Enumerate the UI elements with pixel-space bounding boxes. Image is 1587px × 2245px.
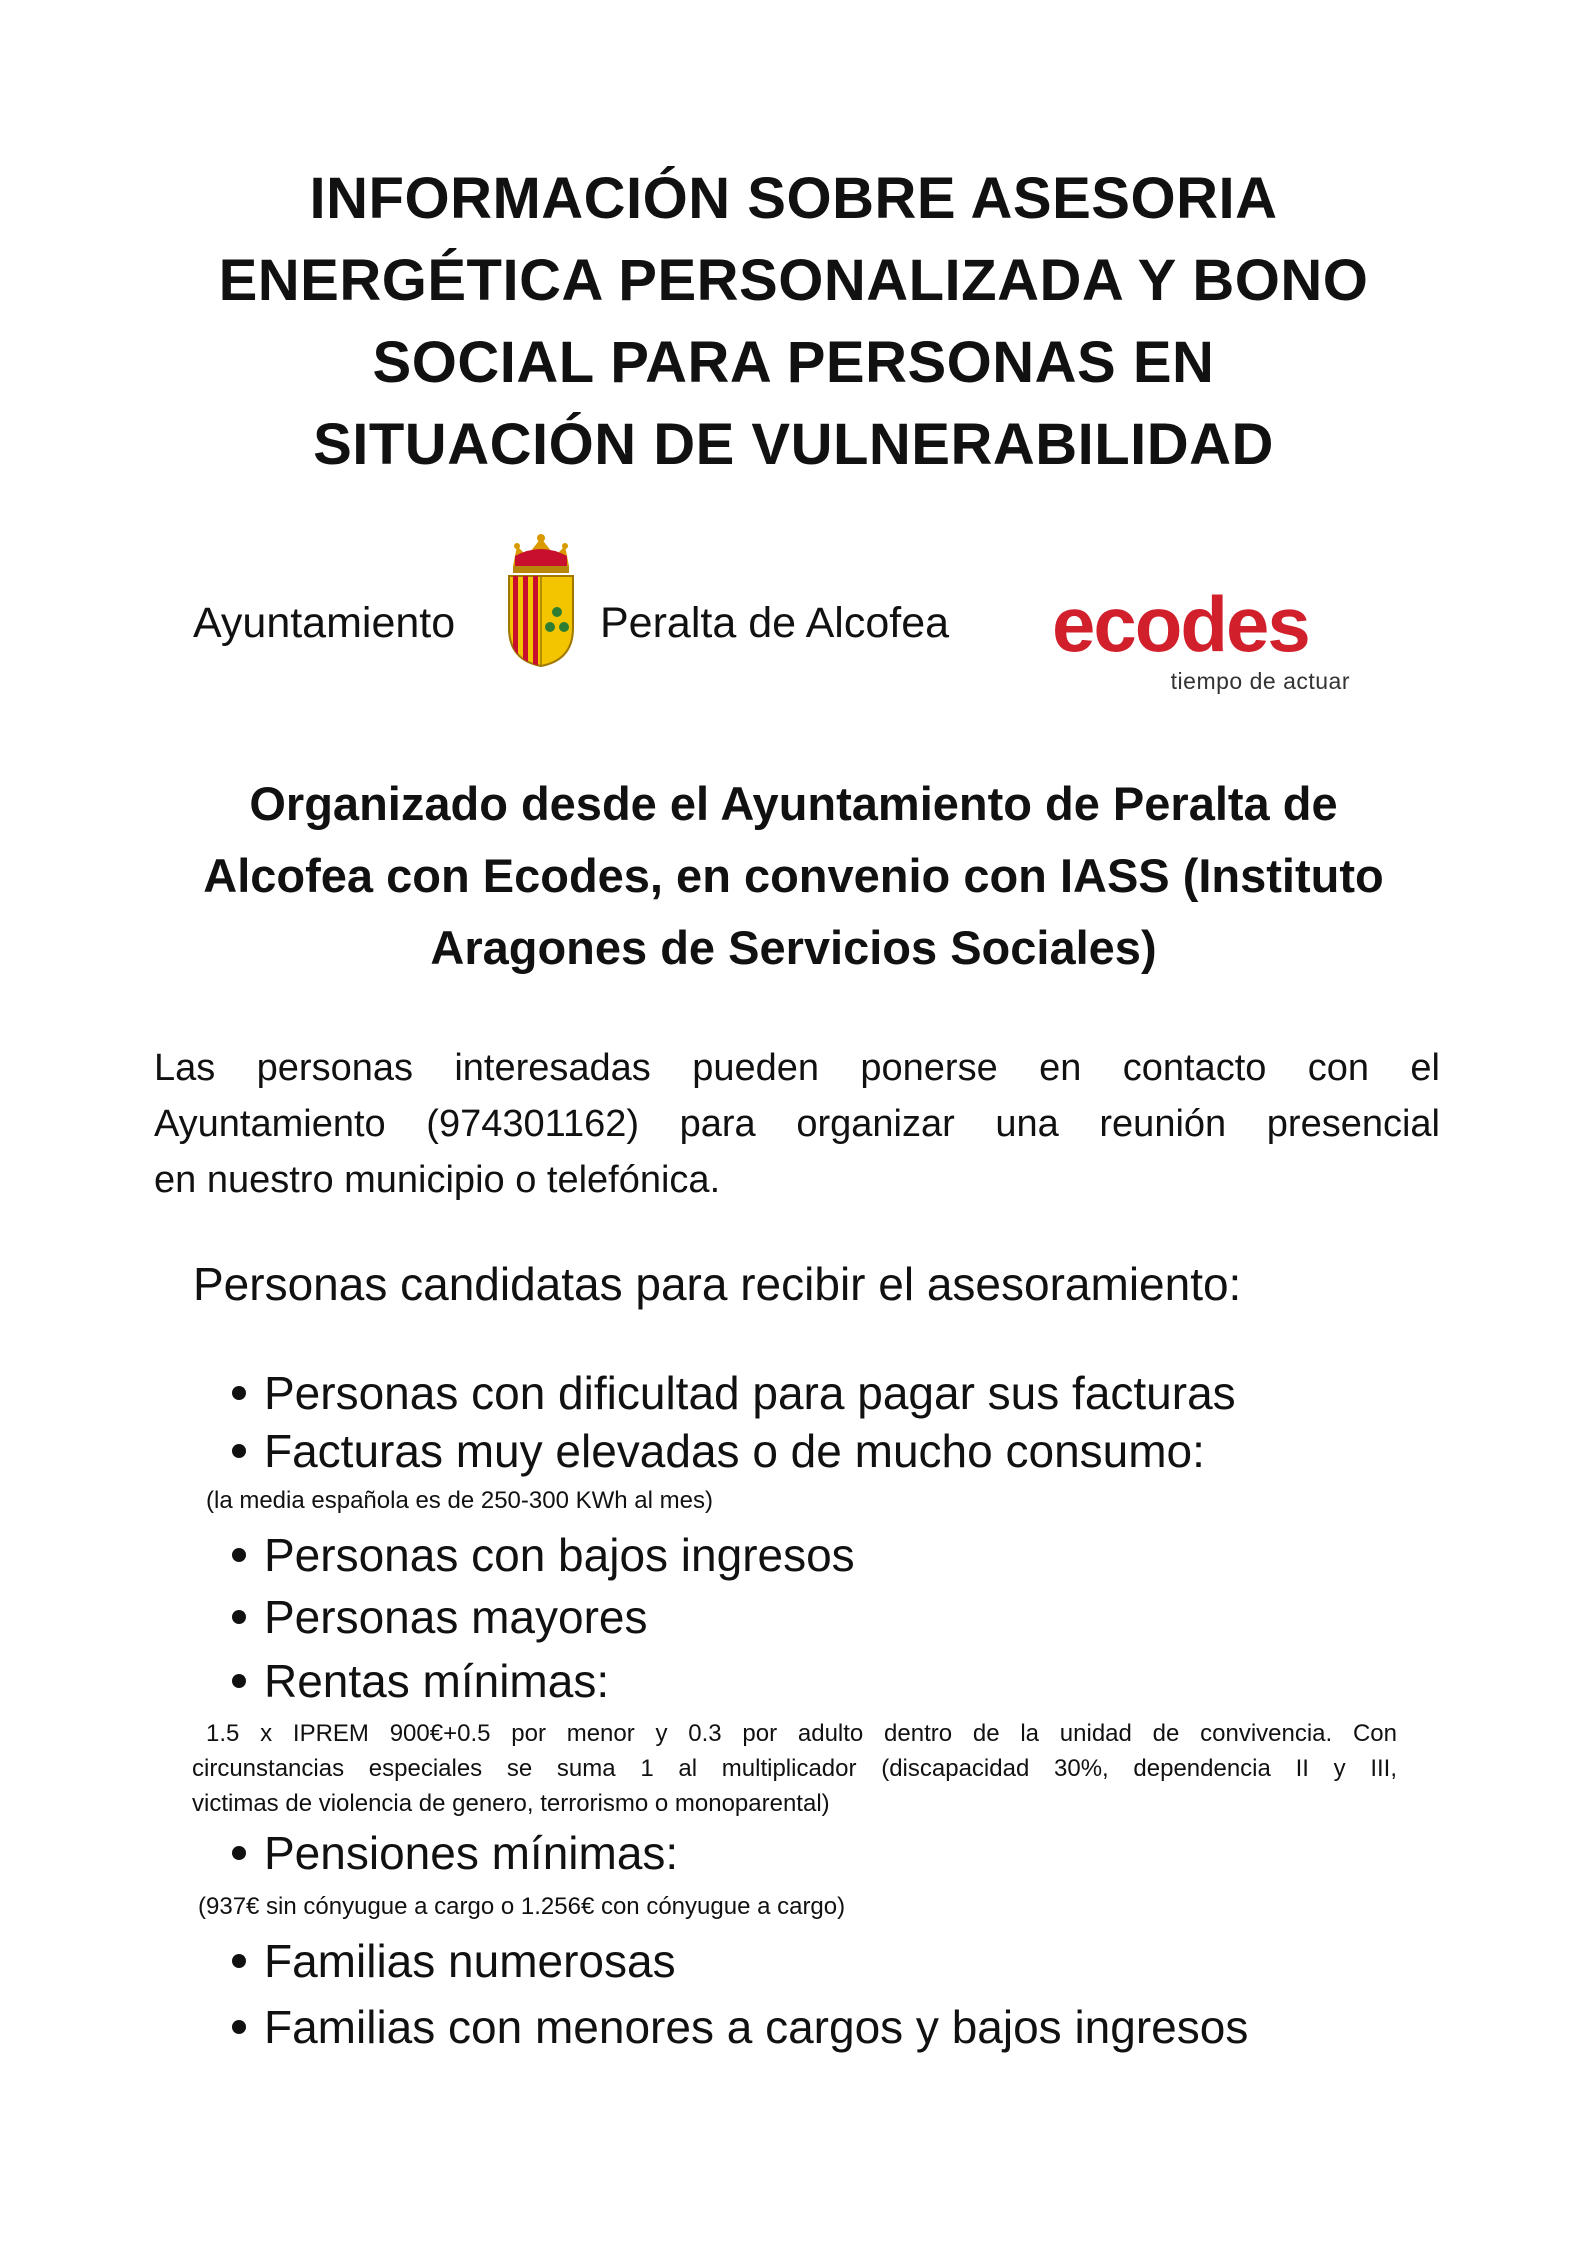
- paragraph-line: Las personas interesadas pueden ponerse en contacto con el: [154, 1047, 1440, 1089]
- list-item: Personas con dificultad para pagar sus facturas: [232, 1364, 1236, 1422]
- coat-of-arms-icon: [503, 532, 579, 668]
- note-line: circunstancias especiales se suma 1 al multiplicador (discapacidad 30%, dependencia II y III,: [192, 1755, 1397, 1782]
- organizer-heading: [130, 768, 1457, 984]
- ayuntamiento-label: Ayuntamiento: [193, 599, 456, 647]
- note-line: victimas de violencia de genero, terrorismo o monoparental): [192, 1790, 830, 1817]
- title-line: SOCIAL PARA PERSONAS EN: [372, 330, 1215, 395]
- list-item: Pensiones mínimas:: [232, 1824, 678, 1882]
- page-title: [150, 158, 1437, 486]
- ecodes-tagline: tiempo de actuar: [1170, 668, 1350, 694]
- ecodes-wordmark: ecodes: [1052, 580, 1309, 668]
- list-item: Rentas mínimas:: [232, 1652, 609, 1710]
- candidates-heading: Personas candidatas para recibir el asesoramiento:: [193, 1258, 1242, 1310]
- paragraph-line: en nuestro municipio o telefónica.: [154, 1159, 721, 1201]
- ecodes-logo: [1052, 580, 1362, 700]
- pensions-note: (937€ sin cónyugue a cargo o 1.256€ con cónyugue a cargo): [198, 1893, 846, 1920]
- municipality-label: Peralta de Alcofea: [600, 599, 950, 647]
- rentas-note: [192, 1716, 1397, 1821]
- subtitle-line: Aragones de Servicios Sociales): [430, 921, 1157, 974]
- list-item: Familias numerosas: [232, 1932, 676, 1990]
- note-line: 1.5 x IPREM 900€+0.5 por menor y 0.3 por adulto dentro de la unidad de convivencia. Con: [206, 1720, 1397, 1747]
- list-item: Personas mayores: [232, 1588, 648, 1646]
- paragraph-line: Ayuntamiento (974301162) para organizar una reunión presencial: [154, 1103, 1440, 1145]
- title-line: INFORMACIÓN SOBRE ASESORIA: [309, 166, 1278, 231]
- consumption-note: (la media española es de 250-300 KWh al mes): [206, 1487, 713, 1514]
- list-item: Familias con menores a cargos y bajos ingresos: [232, 1998, 1248, 2056]
- logos-row: [0, 520, 1587, 694]
- title-line: SITUACIÓN DE VULNERABILIDAD: [313, 412, 1274, 477]
- contact-paragraph: [154, 1040, 1440, 1208]
- title-line: ENERGÉTICA PERSONALIZADA Y BONO: [218, 248, 1369, 313]
- subtitle-line: Organizado desde el Ayuntamiento de Peralta de: [249, 777, 1338, 830]
- list-item: Facturas muy elevadas o de mucho consumo:: [232, 1422, 1205, 1480]
- list-item: Personas con bajos ingresos: [232, 1526, 855, 1584]
- subtitle-line: Alcofea con Ecodes, en convenio con IASS (Instituto: [203, 849, 1384, 902]
